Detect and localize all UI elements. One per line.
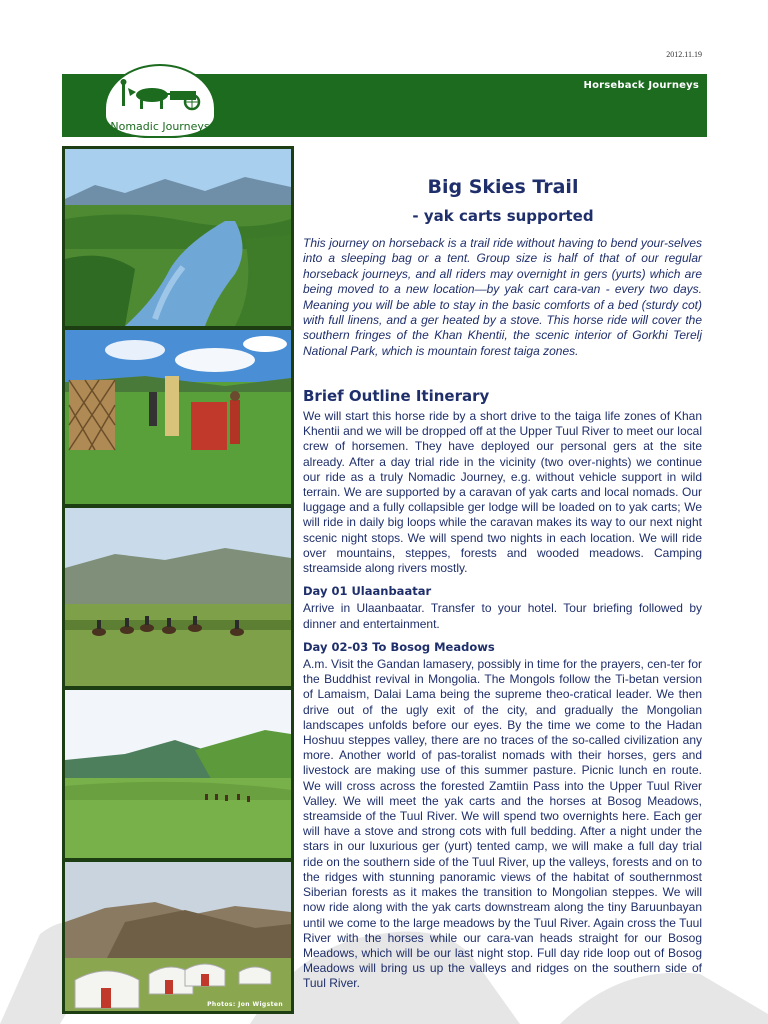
intro-paragraph: This journey on horseback is a trail ride without having to bend your-selves into a sleeping bag or a tent. Group size is half of that of our regular horseback journeys, and all riders may overnight in gers (yurts) which are being moved to a new location—by yak cart cara-van - every two days. Meaning you will be able to stay in the basic comforts of a bed (sturdy cot) with full linens, and a ger heated by a stove. This horse ride will cover the southern fringes of the Khan Khentii, the scenic interior of Gorkhi Terelj National Park, which is mountain forest taiga zones. [303,236,702,358]
day-section [303,584,702,632]
day-section [303,640,702,992]
day-heading: Day 02-03 To Bosog Meadows [303,639,495,654]
yak-cart-logo-icon [112,78,210,112]
document-date: 2012.11.19 [666,50,702,59]
day-text: Arrive in Ulaanbaatar. Transfer to your hotel. Tour briefing followed by dinner and entertainment. [303,601,702,631]
photo-hills-meadow [65,690,291,858]
itinerary-heading: Brief Outline Itinerary [303,387,490,405]
photo-ger-setup [65,330,291,504]
day-heading: Day 01 Ulaanbaatar [303,584,432,599]
itinerary-body [303,409,702,1000]
page-subtitle: - yak carts supported [412,207,594,225]
banner-tagline: Horseback Journeys [583,80,699,91]
photo-river-valley [65,149,291,326]
logo-text: Nomadic Journeys [110,120,210,133]
photo-column [62,146,294,1014]
itinerary-overview: We will start this horse ride by a short drive to the taiga life zones of Khan Khentii and we will be dropped off at the Upper Tuul River to meet our local crew of horsemen. They have deployed our personal gers at the site already. After a day trial ride in the vicinity (two over-nights) we continue our ride as a truly Nomadic Journey, e.g. without vehicle support in wild terrain. We are supported by a caravan of yak carts and local nomads. Our luggage and a fully collapsible ger lodge will be loaded on to yak carts; We will ride in daily big loops while the caravan makes its way to our next night scenic night stops. We will spend two nights in each location. We will ride over mountains, steppes, forests and wooded meadows. Camping streamside along rivers mostly. [303,409,702,576]
photo-riders-steppe [65,508,291,686]
photo-ger-camp [65,862,291,1011]
page-title: Big Skies Trail [427,176,579,198]
photo-credit: Photos: Jon Wigsten [207,1001,283,1008]
day-text: A.m. Visit the Gandan lamasery, possibly in time for the prayers, cen-ter for the Buddhist revival in Mongolia. The Mongols follow the Ti-betan version of Lamaism, Dalai Lama being the supreme theo-cratical leader. We then drive out of the ugly exit of the city, and gradually the Mongolian landscapes unfolds before our eyes. By the time we come to the Hadan Hoshuu steppes valley, there are no traces of the so-called civilization any more. Another world of pas-toralist nomads with their horses, gers and livestock are making use of this summer pasture. Picnic lunch en route. We will cross across the forested Zamtiin Pass into the Upper Tuul River Valley. We will meet the yak carts and the horses at Bosog Meadows, streamside of the Tuul River. We will spend two overnights here. Each ger will have a stove and strong cots with full bedding. After a night under the stars in our luxurious ger (yurt) tented camp, we will make a full day trial ride on the southern side of the Tuul River, up the valleys, forests and on to the ridges with stunning panoramic views of the habitat of southernmost Siberian forests as it makes the transition to Mongolian steppes. We will now ride along with the yak carts downstream along the tiny Baruunbayan until we come to the large meadows by the Tuul River. Again cross the Tuul River with the horses while our cara-van heads straight for our Bosog Meadows, which will be our last night stop. Full day ride loop out of Bosog Meadows will bring us up the valleys and ridges on the southern side of Tuul River. [303,657,702,991]
